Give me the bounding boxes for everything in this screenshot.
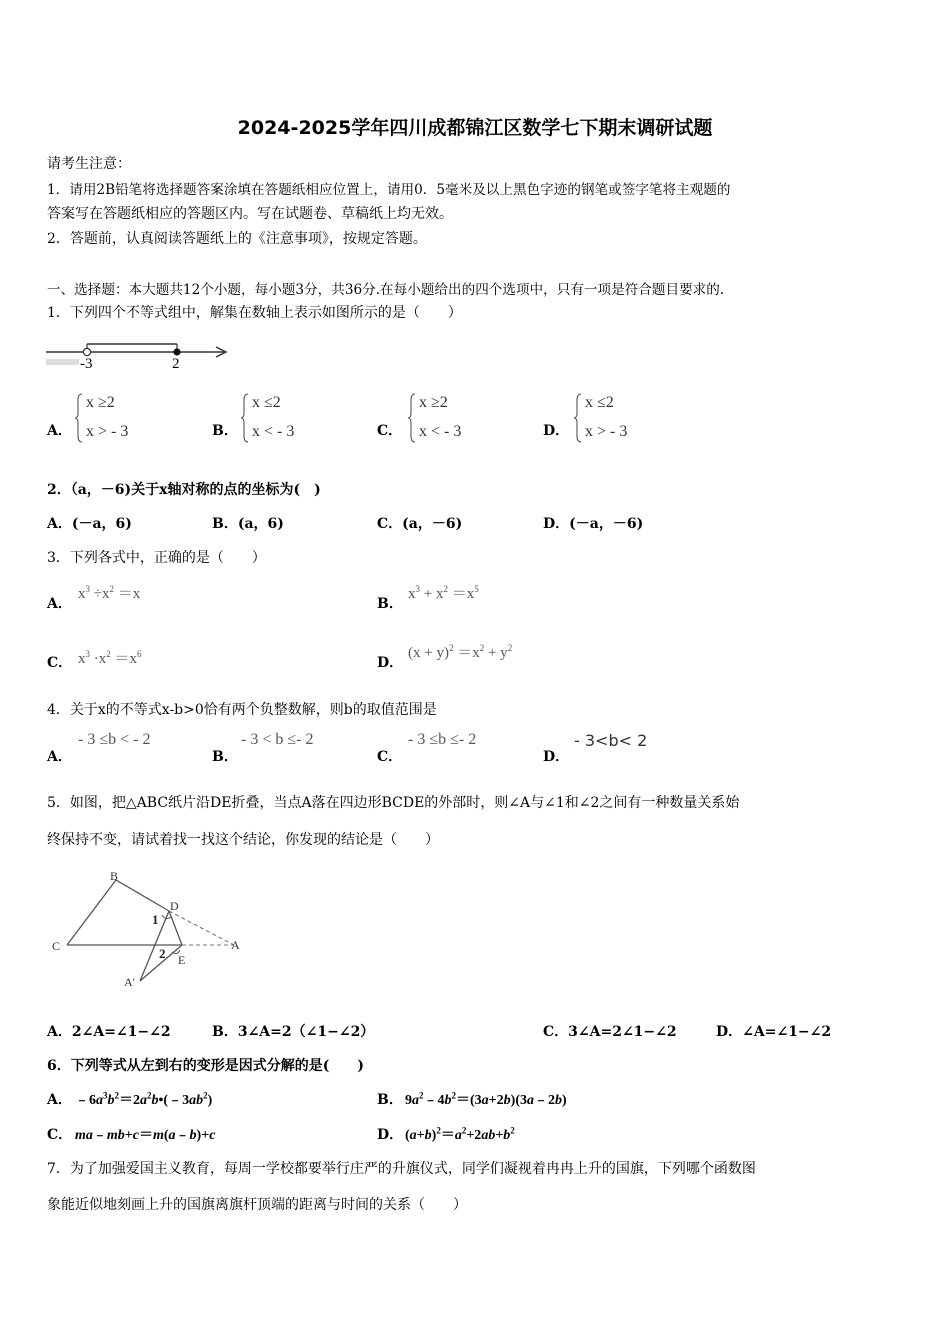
q7-stem-1: 7．为了加强爱国主义教育，每周一学校都要举行庄严的升旗仪式，同学们凝视着冉冉上升的国旗，下列哪个函数图 (47, 1161, 756, 1177)
page-title: 2024-2025学年四川成都锦江区数学七下期末调研试题 (237, 117, 713, 139)
option-letter: B． (377, 1092, 403, 1108)
q6-b-expression: $9a^2﹣4b^2=(3a+2b)(3a﹣2b)$ (405, 1090, 567, 1108)
notice-heading: 请考生注意： (47, 156, 131, 172)
q2-option-a[interactable]: A．(－a，6) (47, 516, 132, 532)
brace-icon (573, 392, 583, 444)
q4-b-expression: - 3 < b ≤- 2 (241, 731, 314, 748)
angle-label-2: 2 (159, 946, 166, 961)
number-line-figure (44, 334, 234, 376)
q1-a-line-2: x > - 3 (86, 423, 129, 440)
notice-line-2: 2．答题前，认真阅读答题纸上的《注意事项》，按规定答题。 (47, 231, 427, 247)
q3-a-expression: $x^3 \div x^2 =x$ (78, 584, 141, 602)
brace-icon (74, 392, 84, 444)
q3-c-expression: $x^3 \cdot x^2 =x^6$ (78, 649, 142, 667)
option-letter: A． (47, 1092, 72, 1108)
option-letter: D． (543, 423, 570, 439)
q3-stem: 3．下列各式中，正确的是（ ） (47, 550, 266, 566)
vertex-label-b: B (110, 869, 119, 883)
option-letter: A． (47, 423, 72, 439)
q1-a-line-1: x ≥2 (86, 394, 115, 411)
option-letter: B． (212, 749, 238, 765)
option-letter: B． (377, 596, 403, 612)
triangle-fold-figure (44, 866, 254, 996)
option-letter: D． (377, 1127, 404, 1143)
option-letter: C． (377, 423, 403, 439)
q4-a-expression: - 3 ≤b < - 2 (78, 731, 151, 748)
q5-stem-2: 终保持不变，请试着找一找这个结论，你发现的结论是（ ） (47, 832, 439, 848)
vertex-label-a: A (231, 938, 240, 952)
angle-label-1: 1 (152, 912, 159, 927)
q3-b-expression: $x^3 + x^2 =x^5$ (408, 584, 479, 602)
option-letter: C． (47, 655, 73, 671)
q7-stem-2: 象能近似地刻画上升的国旗离旗杆顶端的距离与时间的关系（ ） (47, 1197, 467, 1213)
q1-d-line-1: x ≤2 (585, 394, 614, 411)
q5-stem-1: 5．如图，把△ABC纸片沿DE折叠，当点A落在四边形BCDE的外部时，则∠A与∠1和∠2之间有一种数量关系始 (47, 795, 740, 811)
q1-c-line-2: x < - 3 (419, 423, 462, 440)
axis-label-right: 2 (172, 356, 180, 372)
q4-stem: 4．关于x的不等式x-b>0恰有两个负整数解，则b的取值范围是 (47, 702, 437, 718)
q6-stem: 6．下列等式从左到右的变形是因式分解的是( ) (47, 1058, 364, 1074)
notice-line-1b: 答案写在答题纸相应的答题区内。写在试题卷、草稿纸上均无效。 (47, 206, 453, 222)
vertex-label-c: C (52, 939, 61, 953)
q4-c-expression: - 3 ≤b ≤- 2 (408, 731, 477, 748)
option-letter: C． (47, 1127, 73, 1143)
option-letter: A． (47, 749, 72, 765)
q6-a-expression: $﹣6a^3b^2=2a^2b•(﹣3ab^2)$ (75, 1090, 213, 1108)
vertex-label-e: E (178, 953, 186, 967)
brace-icon (407, 392, 417, 444)
brace-icon (240, 392, 250, 444)
option-letter: A． (47, 596, 72, 612)
q1-stem: 1．下列四个不等式组中，解集在数轴上表示如图所示的是（ ） (47, 305, 462, 321)
option-letter: D． (543, 749, 570, 765)
q5-option-a[interactable]: A．2∠A=∠1−∠2 (47, 1024, 171, 1040)
notice-line-1a: 1．请用2B铅笔将选择题答案涂填在答题纸相应位置上，请用0．5毫米及以上黑色字迹的钢笔或签字笔将主观题的 (47, 182, 731, 198)
q5-option-d[interactable]: D．∠A=∠1−∠2 (716, 1024, 832, 1040)
option-letter: C． (377, 749, 403, 765)
axis-label-left: -3 (80, 356, 93, 372)
q6-c-expression: ma﹣mb+c＝m(a﹣b)+c (75, 1128, 216, 1143)
q6-d-expression: $(a+b)^2=a^2+2ab+b^2$ (405, 1125, 515, 1143)
q4-d-expression: - 3<b< 2 (574, 731, 648, 750)
q2-option-c[interactable]: C．(a，－6) (377, 516, 463, 532)
q2-option-d[interactable]: D．(－a，－6) (543, 516, 644, 532)
q5-option-b[interactable]: B．3∠A=2（∠1−∠2） (212, 1024, 375, 1040)
q1-b-line-1: x ≤2 (252, 394, 281, 411)
vertex-label-d: D (170, 899, 179, 913)
q1-d-line-2: x > - 3 (585, 423, 628, 440)
q5-option-c[interactable]: C．3∠A=2∠1−∠2 (543, 1024, 677, 1040)
vertex-label-a-prime: A′ (124, 975, 136, 989)
q3-d-expression: $(x + y)^2 =x^2 + y^2$ (408, 643, 513, 661)
option-letter: B． (212, 423, 238, 439)
option-letter: D． (377, 655, 404, 671)
q2-option-b[interactable]: B．(a，6) (212, 516, 284, 532)
q1-b-line-2: x < - 3 (252, 423, 295, 440)
q1-c-line-1: x ≥2 (419, 394, 448, 411)
section-1-header: 一、选择题：本大题共12个小题，每小题3分，共36分.在每小题给出的四个选项中，只有一项是符合题目要求的. (47, 282, 725, 298)
q2-stem: 2．（a，－6)关于x轴对称的点的坐标为( ) (47, 482, 321, 498)
